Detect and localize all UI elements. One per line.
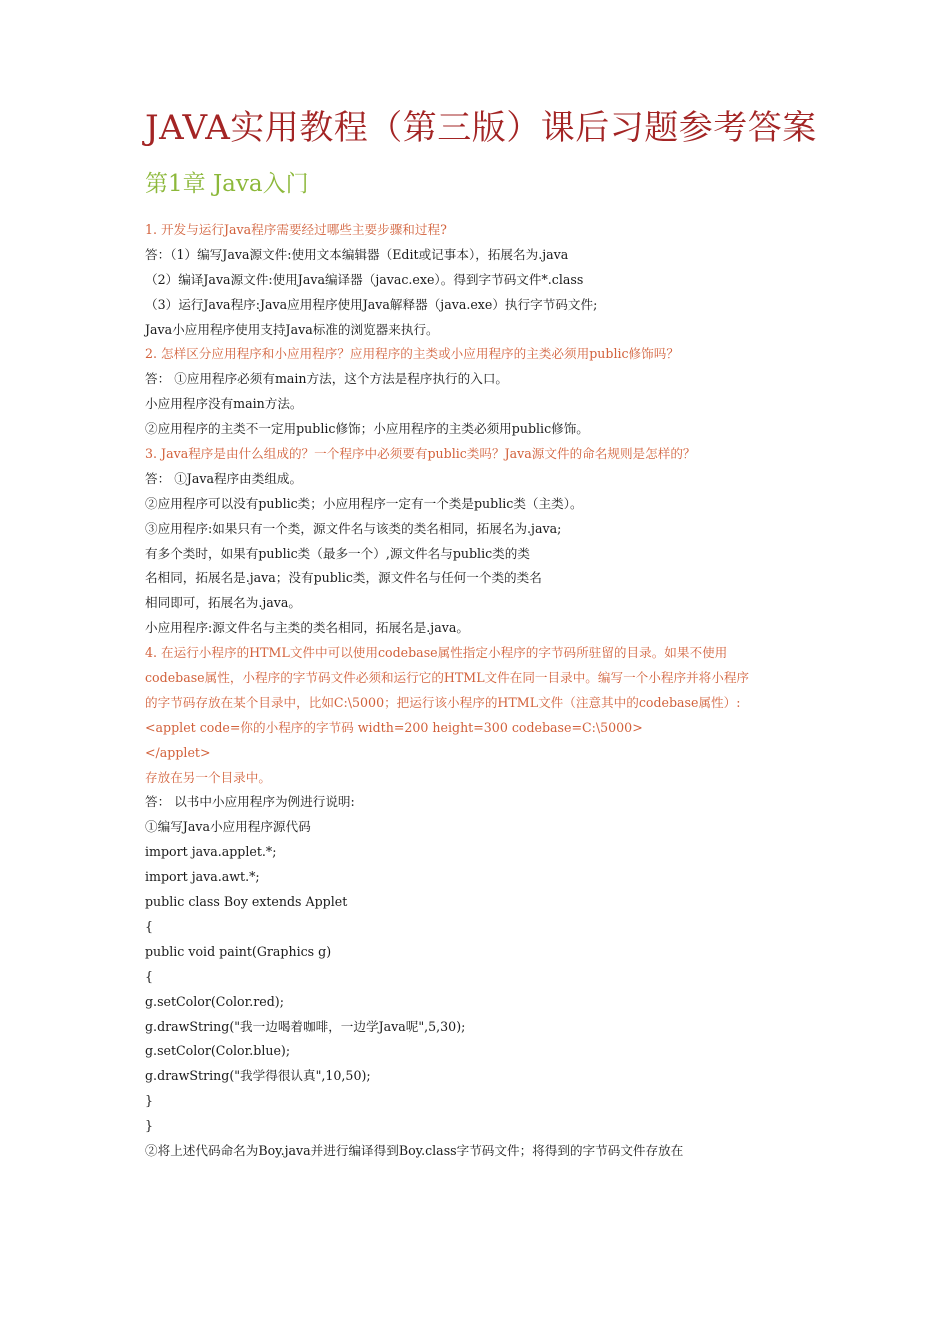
question-line: 3. Java程序是由什么组成的？一个程序中必须要有public类吗？Java源文件的命名规则是怎样的？	[145, 446, 696, 462]
answer-line: 答：（1）编写Java源文件:使用文本编辑器（Edit或记事本），拓展名为.java	[145, 246, 569, 262]
answer-line: 小应用程序:源文件名与主类的类名相同，拓展名是.java。	[145, 620, 469, 636]
question-line: 4. 在运行小程序的HTML文件中可以使用codebase属性指定小程序的字节码所驻留的目录。如果不使用	[145, 645, 728, 661]
answer-line: 名相同，拓展名是.java；没有public类，源文件名与任何一个类的类名	[145, 570, 542, 586]
answer-line: }	[145, 1118, 154, 1134]
answer-line: public void paint(Graphics g)	[145, 943, 332, 959]
question-line: 2. 怎样区分应用程序和小应用程序？应用程序的主类或小应用程序的主类必须用public修饰吗？	[145, 346, 679, 362]
answer-line: g.drawString("我一边喝着咖啡，一边学Java呢",5,30);	[145, 1018, 466, 1034]
question-line: 1. 开发与运行Java程序需要经过哪些主要步骤和过程?	[145, 222, 447, 237]
chapter-heading: 第1章 Java入门	[145, 171, 309, 197]
answer-line: 答： ①Java程序由类组成。	[145, 470, 303, 486]
answer-line: g.drawString("我学得很认真",10,50);	[145, 1068, 371, 1084]
answer-line: {	[145, 918, 154, 934]
answer-line: public class Boy extends Applet	[145, 894, 348, 910]
answer-line: {	[145, 968, 154, 984]
answer-line: ②应用程序可以没有public类；小应用程序一定有一个类是public类（主类）。	[145, 495, 583, 511]
question-line: <applet code=你的小程序的字节码 width=200 height=300 codebase=C:\5000>	[145, 719, 643, 735]
question-line: codebase属性，小程序的字节码文件必须和运行它的HTML文件在同一目录中。编写一个小程序并将小程序	[145, 670, 750, 686]
answer-line: g.setColor(Color.red);	[145, 993, 284, 1009]
question-line: 的字节码存放在某个目录中，比如C:\5000；把运行该小程序的HTML文件（注意其中的codebase属性）:	[145, 694, 741, 710]
answer-line: }	[145, 1093, 154, 1109]
question-line: 存放在另一个目录中。	[145, 769, 271, 785]
answer-line: （2）编译Java源文件:使用Java编译器（javac.exe）。得到字节码文件*.class	[145, 271, 584, 287]
answer-line: （3）运行Java程序:Java应用程序使用Java解释器（java.exe）执行字节码文件;	[145, 296, 598, 312]
answer-line: 答： 以书中小应用程序为例进行说明:	[145, 794, 355, 810]
document-body	[145, 218, 825, 1164]
answer-line: ③应用程序:如果只有一个类，源文件名与该类的类名相同，拓展名为.java;	[145, 520, 562, 536]
answer-line: Java小应用程序使用支持Java标准的浏览器来执行。	[145, 321, 439, 337]
answer-line: 答： ①应用程序必须有main方法，这个方法是程序执行的入口。	[145, 371, 509, 387]
question-line: </applet>	[145, 744, 211, 760]
document-title: JAVA实用教程（第三版）课后习题参考答案	[145, 108, 817, 148]
answer-line: 相同即可，拓展名为.java。	[145, 595, 301, 611]
answer-line: import java.applet.*;	[145, 844, 277, 860]
answer-line: g.setColor(Color.blue);	[145, 1043, 291, 1059]
answer-line: import java.awt.*;	[145, 869, 260, 885]
answer-line: ①编写Java小应用程序源代码	[145, 819, 311, 835]
answer-line: ②将上述代码命名为Boy.java并进行编译得到Boy.class字节码文件；将得到的字节码文件存放在	[145, 1142, 684, 1158]
answer-line: ②应用程序的主类不一定用public修饰；小应用程序的主类必须用public修饰。	[145, 421, 589, 437]
answer-line: 小应用程序没有main方法。	[145, 396, 303, 412]
answer-line: 有多个类时，如果有public类（最多一个）,源文件名与public类的类	[145, 545, 530, 561]
